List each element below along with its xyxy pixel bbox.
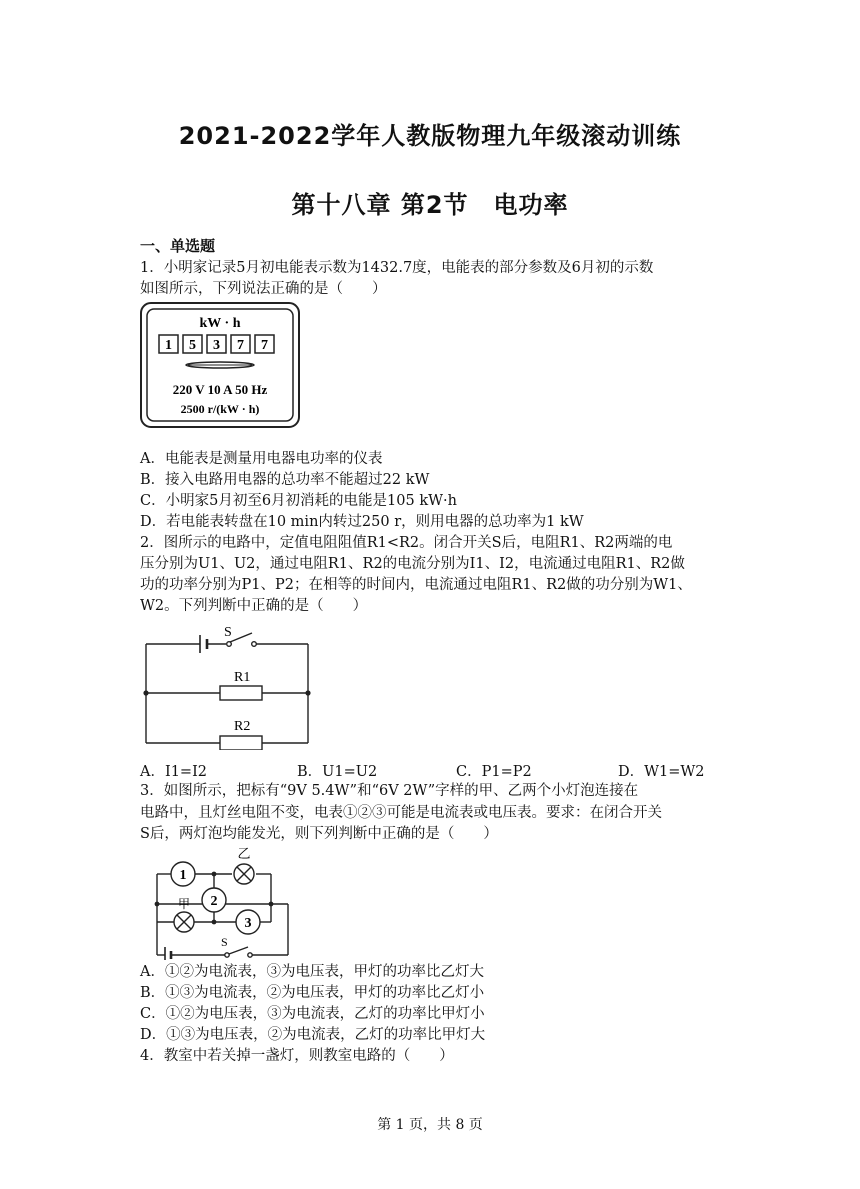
meter-digits [159, 335, 274, 353]
switch-blade [230, 633, 252, 642]
junction-dot [143, 690, 148, 695]
page-footer: 第 1 页，共 8 页 [377, 1117, 483, 1133]
q2-stem-line4: W2。下列判断中正确的是（ ） [140, 598, 368, 614]
q2-option-a: A．I1=I2 [140, 764, 208, 780]
q1-stem-line1: 1．小明家记录5月初电能表示数为1432.7度，电能表的部分参数及6月初的示数 [140, 260, 654, 276]
meter-digit: 3 [213, 338, 220, 353]
q2-option-c: C．P1=P2 [456, 764, 532, 780]
meter-digit: 1 [165, 338, 172, 353]
q2-stem-line3: 功的功率分别为P1、P2；在相等的时间内，电流通过电阻R1、R2做的功分别为W1、 [140, 577, 692, 593]
meter-2-label: 2 [210, 894, 218, 909]
q1-option-b: B．接入电路用电器的总功率不能超过22 kW [140, 472, 430, 488]
switch-label: S [221, 935, 228, 949]
meter-digit: 7 [237, 338, 244, 353]
q2-stem-line1: 2．图所示的电路中，定值电阻阻值R1<R2。闭合开关S后，电阻R1、R2两端的电 [140, 535, 673, 551]
junction-dot [305, 690, 310, 695]
q3-option-a: A．①②为电流表，③为电压表，甲灯的功率比乙灯大 [140, 964, 484, 980]
q3-option-b: B．①③为电流表，②为电压表，甲灯的功率比乙灯小 [140, 985, 485, 1001]
q3-stem-line3: S后，两灯泡均能发光，则下列判断中正确的是（ ） [140, 826, 498, 842]
q2-option-b: B．U1=U2 [297, 764, 378, 780]
q4-stem-line1: 4．教室中若关掉一盏灯，则教室电路的（ ） [140, 1048, 454, 1064]
lamp-jia-label: 甲 [177, 897, 191, 911]
switch-contact [248, 953, 252, 957]
switch-blade [229, 947, 248, 954]
electricity-meter-figure [140, 302, 300, 428]
q1-option-a: A．电能表是测量用电器电功率的仪表 [140, 451, 383, 467]
section-heading: 一、单选题 [140, 237, 216, 255]
lamp-yi-label: 乙 [237, 846, 251, 861]
q2-options-row [140, 760, 725, 780]
meter-spec-line1: 220 V 10 A 50 Hz [172, 382, 268, 397]
meter-spec-line2: 2500 r/(kW · h) [180, 402, 260, 416]
r2-label: R2 [234, 719, 251, 734]
q1-stem-line2: 如图所示，下列说法正确的是（ ） [140, 281, 387, 297]
meter-3-label: 3 [244, 916, 252, 931]
q3-lamp-circuit-figure [140, 842, 290, 960]
resistor-r1 [220, 686, 262, 700]
document-title: 2021-2022学年人教版物理九年级滚动训练 [178, 122, 682, 150]
q3-option-d: D．①③为电压表，②为电流表，乙灯的功率比甲灯大 [140, 1027, 486, 1043]
switch-pivot [225, 953, 229, 957]
q3-stem-line2: 电路中，且灯丝电阻不变，电表①②③可能是电流表或电压表。要求：在闭合开关 [140, 805, 662, 821]
q2-stem-line2: 压分别为U1、U2，通过电阻R1、R2的电流分别为I1、I2，电流通过电阻R1、R2做 [140, 556, 685, 572]
meter-digit: 5 [189, 338, 196, 353]
document-subtitle: 第十八章 第2节 电功率 [291, 191, 569, 219]
meter-digit: 7 [261, 338, 268, 353]
q3-stem-line1: 3．如图所示，把标有“9V 5.4W”和“6V 2W”字样的甲、乙两个小灯泡连接在 [140, 783, 639, 799]
q2-parallel-circuit-figure [140, 622, 315, 750]
meter-1-label: 1 [179, 868, 187, 883]
q2-option-d: D．W1=W2 [618, 764, 705, 780]
resistor-r2 [220, 736, 262, 750]
switch-contact [252, 642, 257, 647]
q1-option-d: D．若电能表转盘在10 min内转过250 r，则用电器的总功率为1 kW [140, 514, 584, 530]
q1-option-c: C．小明家5月初至6月初消耗的电能是105 kW·h [140, 493, 457, 509]
q3-option-c: C．①②为电压表，③为电流表，乙灯的功率比甲灯小 [140, 1006, 485, 1022]
switch-label: S [224, 625, 232, 640]
r1-label: R1 [234, 670, 251, 685]
meter-unit: kW · h [199, 316, 241, 331]
